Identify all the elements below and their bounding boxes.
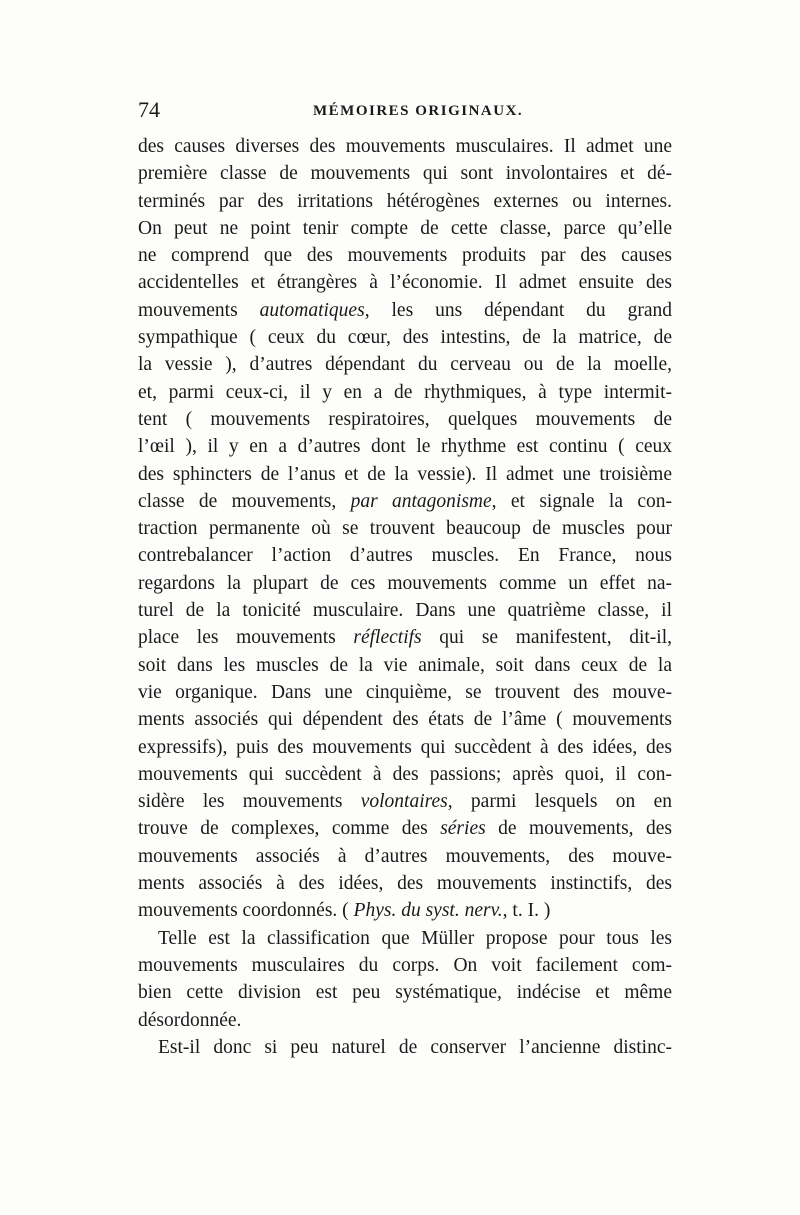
text-line — [138, 979, 672, 1006]
running-title: MÉMOIRES ORIGINAUX. — [313, 103, 524, 119]
text-segment: accidentelles et étrangères à l’économie. Il admet ensuite des — [138, 272, 672, 294]
text-segment: soit dans les muscles de la vie animale, soit dans ceux de la — [138, 654, 672, 676]
text-segment: turel de la tonicité musculaire. Dans une quatrième classe, il — [138, 600, 672, 622]
text-segment: On peut ne point tenir compte de cette classe, parce qu’elle — [138, 217, 672, 239]
text-line — [138, 706, 672, 733]
text-segment: mouvements associés à d’autres mouvements, des mouve- — [138, 845, 672, 867]
text-line — [138, 215, 672, 242]
text-segment: première classe de mouvements qui sont involontaires et dé- — [138, 163, 672, 185]
text-segment: ments associés à des idées, des mouvements instinctifs, des — [138, 873, 672, 895]
text-segment: ne comprend que des mouvements produits par des causes — [138, 245, 672, 267]
text-segment: la vessie ), d’autres dépendant du cerveau ou de la moelle, — [138, 354, 672, 376]
italic-text: automatiques — [259, 299, 365, 321]
text-line — [138, 351, 672, 378]
text-line — [138, 269, 672, 296]
text-segment: regardons la plupart de ces mouvements comme un effet na- — [138, 572, 672, 594]
text-line — [138, 870, 672, 897]
text-line — [138, 734, 672, 761]
text-segment: sympathique ( ceux du cœur, des intestins, de la matrice, de — [138, 327, 672, 349]
page-number: 74 — [138, 97, 160, 122]
text-line — [138, 379, 672, 406]
text-line — [138, 788, 672, 815]
text-segment: sidère les mouvements — [138, 791, 361, 813]
text-line — [138, 133, 672, 160]
text-segment: classe de mouvements, — [138, 490, 351, 512]
text-segment: expressifs), puis des mouvements qui succèdent à des idées, des — [138, 736, 672, 758]
italic-text: réflectifs — [353, 627, 422, 649]
text-segment: des sphincters de l’anus et de la vessie). Il admet une troisième — [138, 463, 672, 485]
text-segment: de mouvements, des — [485, 818, 672, 840]
body-text — [138, 133, 672, 1061]
text-line — [138, 488, 672, 515]
text-segment: désordonnée. — [138, 1009, 242, 1031]
text-segment: , parmi lesquels on en — [447, 791, 672, 813]
text-segment: contrebalancer l’action d’autres muscles. En France, nous — [138, 545, 672, 567]
text-segment: trouve de complexes, comme des — [138, 818, 441, 840]
text-line — [138, 542, 672, 569]
text-line — [138, 652, 672, 679]
text-line — [138, 952, 672, 979]
text-line — [138, 1007, 672, 1034]
text-line — [138, 297, 672, 324]
text-segment: mouvements musculaires du corps. On voit facilement com- — [138, 954, 672, 976]
text-segment: l’œil ), il y en a d’autres dont le rhythme est continu ( ceux — [138, 436, 672, 458]
italic-text: séries — [440, 818, 486, 840]
italic-text: volontaires — [360, 791, 448, 813]
text-line — [138, 570, 672, 597]
text-line — [138, 815, 672, 842]
text-segment: Est-il donc si peu naturel de conserver l’ancienne distinc- — [158, 1036, 672, 1058]
text-segment: traction permanente où se trouvent beaucoup de muscles pour — [138, 518, 672, 540]
text-segment: mouvements qui succèdent à des passions; après quoi, il con- — [138, 763, 672, 785]
text-segment: Telle est la classification que Müller propose pour tous les — [158, 927, 672, 949]
text-line — [138, 897, 672, 924]
italic-text: Phys. du syst. nerv. — [353, 900, 503, 922]
text-line — [138, 324, 672, 351]
text-line — [138, 160, 672, 187]
text-segment: mouvements coordonnés. ( — [138, 900, 354, 922]
text-line — [138, 406, 672, 433]
italic-text: par antagonisme — [350, 490, 492, 512]
text-line — [138, 761, 672, 788]
text-line — [138, 515, 672, 542]
text-segment: mouvements — [138, 299, 260, 321]
text-segment: tent ( mouvements respiratoires, quelques mouvements de — [138, 408, 672, 430]
text-segment: vie organique. Dans une cinquième, se trouvent des mouve- — [138, 681, 672, 703]
text-segment: et, parmi ceux-ci, il y en a de rhythmiques, à type intermit- — [138, 381, 672, 403]
text-line — [138, 1034, 672, 1061]
text-segment: des causes diverses des mouvements musculaires. Il admet une — [138, 136, 672, 157]
text-line — [138, 461, 672, 488]
text-segment: , t. I. ) — [502, 900, 551, 922]
text-line — [138, 925, 672, 952]
text-line — [138, 597, 672, 624]
text-segment: terminés par des irritations hétérogènes externes ou internes. — [138, 190, 672, 212]
text-line — [138, 679, 672, 706]
running-head — [138, 96, 672, 126]
text-line — [138, 188, 672, 215]
text-segment: bien cette division est peu systématique, indécise et même — [138, 982, 672, 1004]
text-line — [138, 242, 672, 269]
text-segment: ments associés qui dépendent des états de l’âme ( mouvements — [138, 709, 672, 731]
text-line — [138, 624, 672, 651]
text-segment: , et signale la con- — [491, 490, 672, 512]
text-segment: place les mouvements — [138, 627, 354, 649]
text-segment: qui se manifestent, dit-il, — [421, 627, 672, 649]
text-line — [138, 843, 672, 870]
text-line — [138, 433, 672, 460]
text-segment: , les uns dépendant du grand — [364, 299, 672, 321]
